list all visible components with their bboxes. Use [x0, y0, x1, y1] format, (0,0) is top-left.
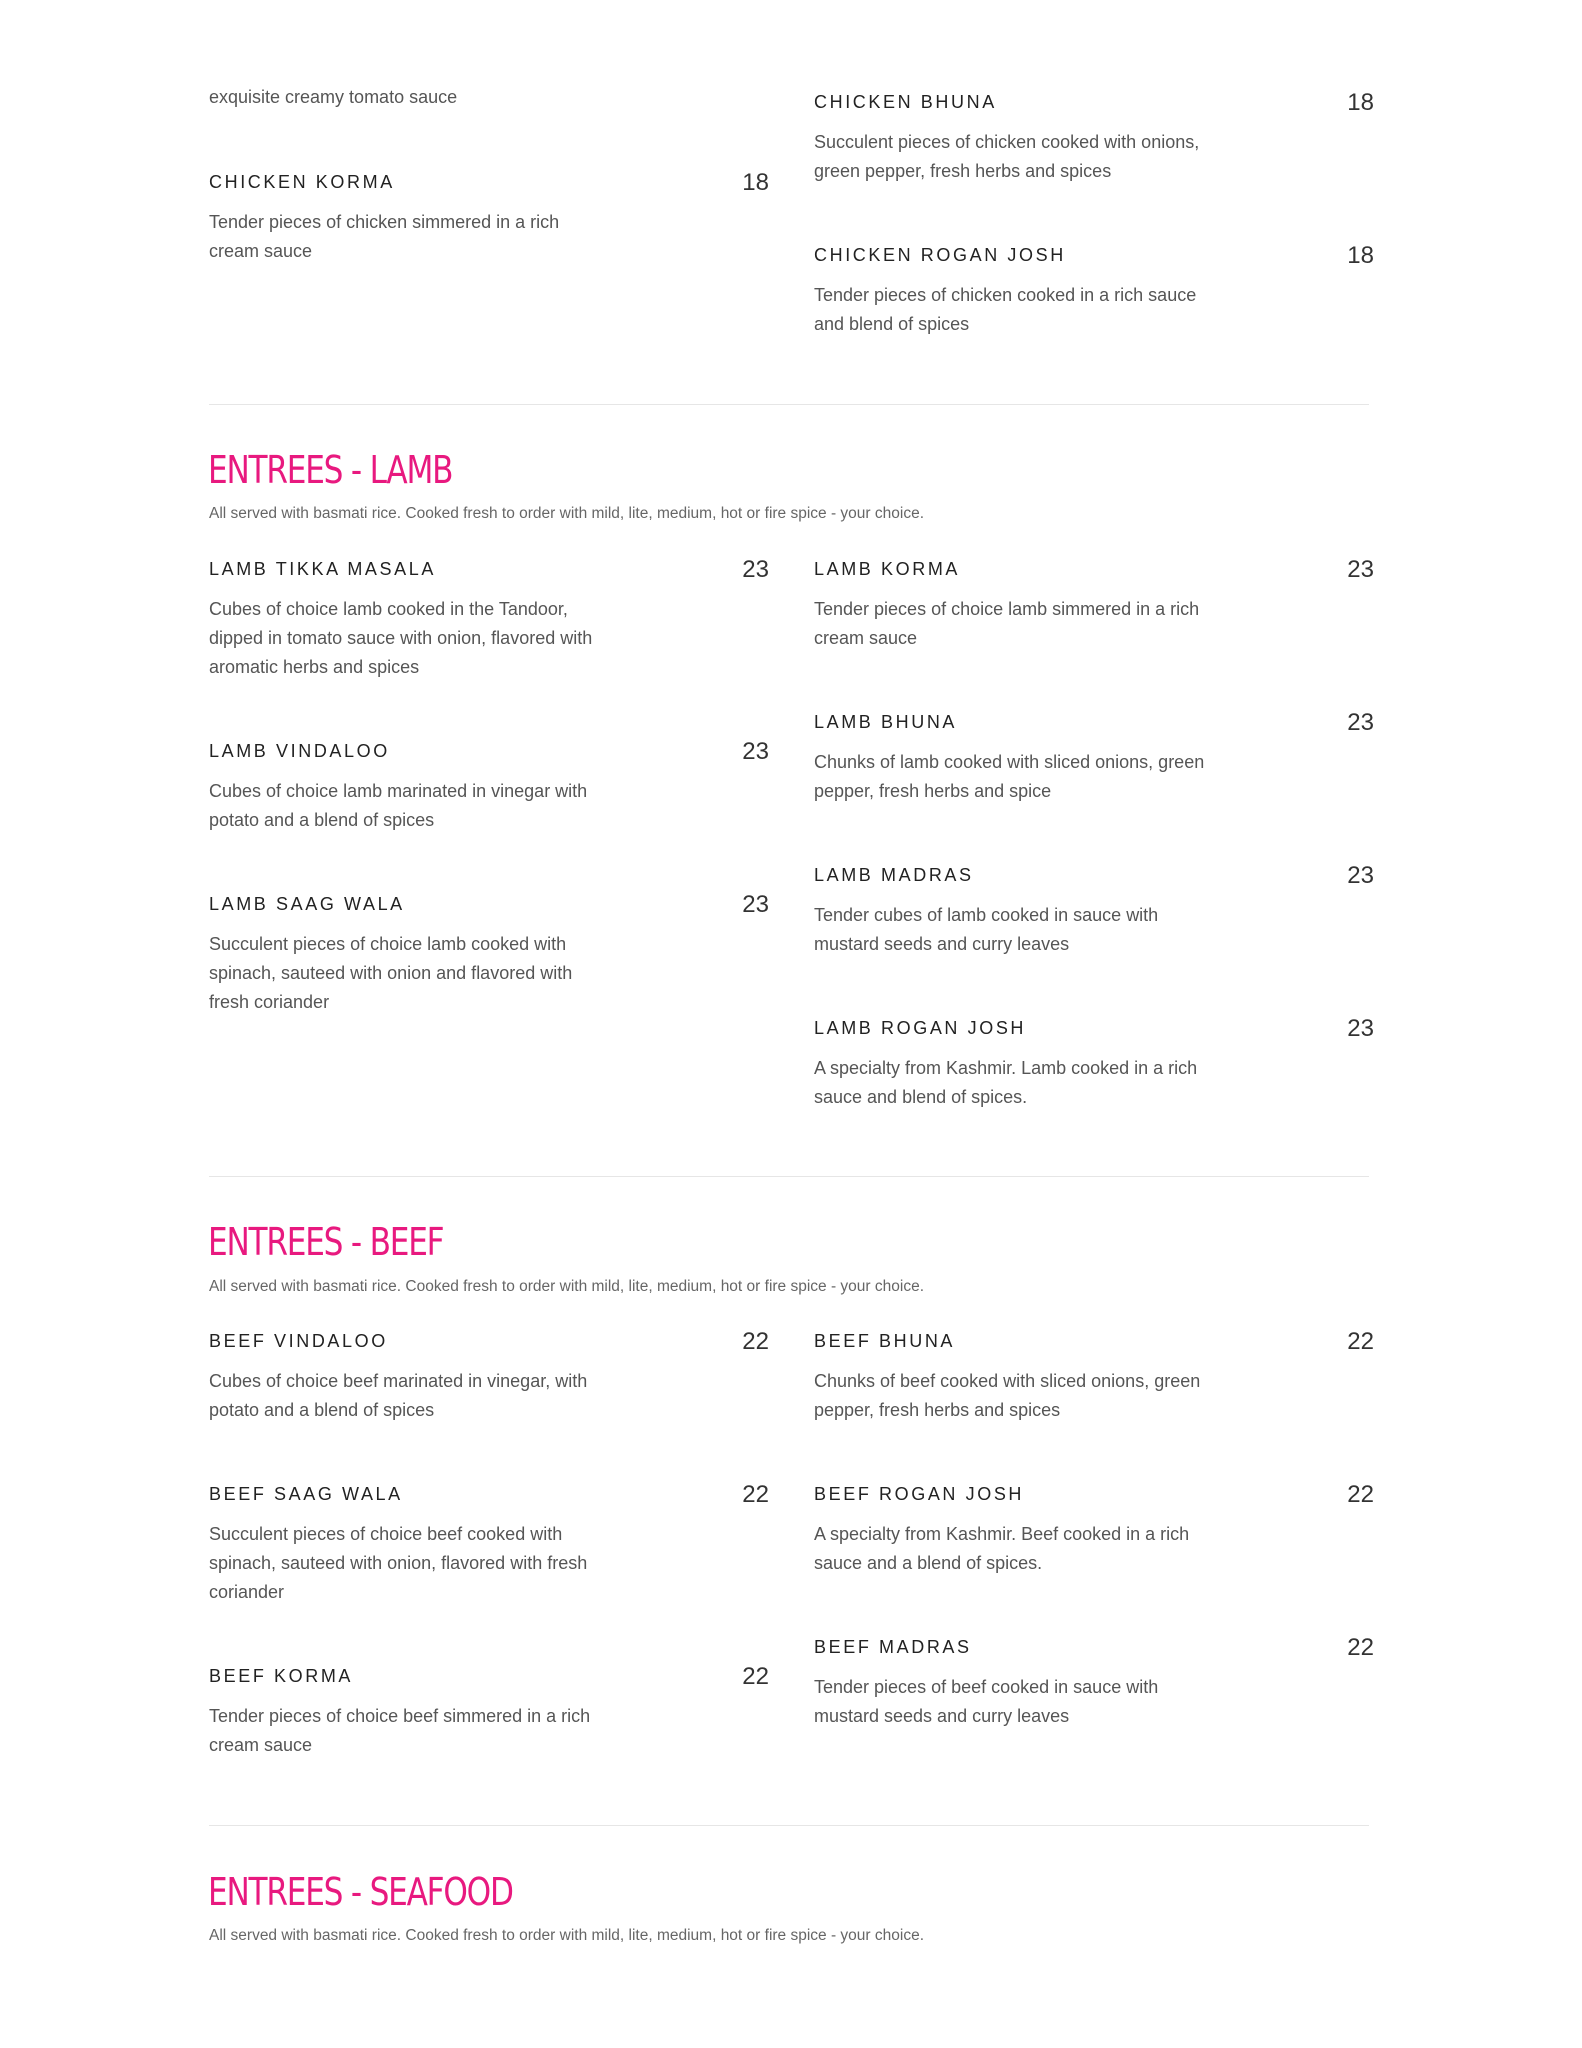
- menu-item: [814, 1634, 1374, 1727]
- menu-item-name: LAMB KORMA: [814, 559, 961, 579]
- menu-item-price: 18: [1347, 89, 1374, 116]
- menu-item-price: 23: [1347, 1015, 1374, 1042]
- section-title-lamb: ENTREES - LAMB: [208, 448, 453, 492]
- menu-item-name: LAMB VINDALOO: [209, 741, 390, 761]
- menu-item-description: Tender pieces of chicken simmered in a rich cream sauce: [209, 212, 560, 261]
- menu-item: [209, 169, 769, 262]
- menu-item-name: LAMB SAAG WALA: [209, 894, 405, 914]
- menu-item-name: CHICKEN KORMA: [209, 172, 395, 192]
- menu-item-description: Cubes of choice lamb cooked in the Tandoor, dipped in tomato sauce with onion, flavored with aromatic herbs and spices: [209, 599, 593, 677]
- menu-item-name: BEEF MADRAS: [814, 1637, 972, 1657]
- menu-item-name: BEEF SAAG WALA: [209, 1484, 403, 1504]
- menu-item-description: Cubes of choice beef marinated in vinegar, with potato and a blend of spices: [209, 1371, 588, 1420]
- section-divider: [209, 1825, 1369, 1826]
- menu-item-price: 23: [1347, 556, 1374, 583]
- menu-item-name: CHICKEN ROGAN JOSH: [814, 245, 1066, 265]
- menu-item-description: Tender pieces of choice lamb simmered in a rich cream sauce: [814, 599, 1200, 648]
- menu-item-description: A specialty from Kashmir. Lamb cooked in a rich sauce and blend of spices.: [814, 1058, 1198, 1107]
- menu-item-description: Tender pieces of beef cooked in sauce with mustard seeds and curry leaves: [814, 1677, 1159, 1726]
- menu-item: [209, 1328, 769, 1421]
- section-divider: [209, 404, 1369, 405]
- menu-item-price: 22: [742, 1481, 769, 1508]
- menu-item-name: LAMB TIKKA MASALA: [209, 559, 436, 579]
- menu-item-name: BEEF KORMA: [209, 1666, 354, 1686]
- menu-item-description: Tender cubes of lamb cooked in sauce with mustard seeds and curry leaves: [814, 905, 1159, 954]
- section-title-beef: ENTREES - BEEF: [208, 1220, 444, 1264]
- menu-item-description: Succulent pieces of choice beef cooked with spinach, sauteed with onion, flavored with fresh coriander: [209, 1524, 588, 1602]
- menu-item: [814, 1015, 1374, 1108]
- menu-item-name: LAMB BHUNA: [814, 712, 958, 732]
- menu-item-description: Chunks of beef cooked with sliced onions, green pepper, fresh herbs and spices: [814, 1371, 1201, 1420]
- menu-item: [209, 1663, 769, 1756]
- section-title-seafood: ENTREES - SEAFOOD: [208, 1870, 513, 1914]
- menu-item-price: 23: [742, 556, 769, 583]
- menu-item: [814, 1481, 1374, 1574]
- menu-item-description: Succulent pieces of chicken cooked with onions, green pepper, fresh herbs and spices: [814, 132, 1200, 181]
- menu-item-price: 23: [1347, 709, 1374, 736]
- menu-item-price: 23: [742, 738, 769, 765]
- section-note-beef: All served with basmati rice. Cooked fresh to order with mild, lite, medium, hot or fire spice - your choice.: [209, 1278, 924, 1295]
- section-note-seafood: All served with basmati rice. Cooked fresh to order with mild, lite, medium, hot or fire spice - your choice.: [209, 1927, 924, 1944]
- menu-item-name: LAMB ROGAN JOSH: [814, 1018, 1027, 1038]
- section-note-lamb: All served with basmati rice. Cooked fresh to order with mild, lite, medium, hot or fire spice - your choice.: [209, 505, 924, 522]
- menu-item-name: BEEF BHUNA: [814, 1331, 956, 1351]
- menu-item-price: 22: [1347, 1634, 1374, 1661]
- menu-item-description: A specialty from Kashmir. Beef cooked in a rich sauce and a blend of spices.: [814, 1524, 1190, 1573]
- menu-item: [209, 1481, 769, 1604]
- menu-item: [814, 1328, 1374, 1421]
- menu-item: [814, 242, 1374, 335]
- menu-item-description: Succulent pieces of choice lamb cooked with spinach, sauteed with onion and flavored with fresh coriander: [209, 934, 573, 1012]
- menu-item-name: BEEF VINDALOO: [209, 1331, 388, 1351]
- menu-item: [814, 89, 1374, 182]
- menu-item: [209, 556, 769, 679]
- menu-item-price: 22: [1347, 1328, 1374, 1355]
- menu-item-price: 22: [742, 1663, 769, 1690]
- menu-item-name: LAMB MADRAS: [814, 865, 974, 885]
- menu-item-price: 23: [742, 891, 769, 918]
- menu-item-price: 18: [742, 169, 769, 196]
- menu-item-description: Chunks of lamb cooked with sliced onions, green pepper, fresh herbs and spice: [814, 752, 1205, 801]
- section-divider: [209, 1176, 1369, 1177]
- menu-item-description: Cubes of choice lamb marinated in vinegar with potato and a blend of spices: [209, 781, 588, 830]
- menu-item-price: 22: [742, 1328, 769, 1355]
- menu-item: [209, 738, 769, 831]
- menu-item-price: 18: [1347, 242, 1374, 269]
- menu-item-name: BEEF ROGAN JOSH: [814, 1484, 1025, 1504]
- menu-item: [814, 556, 1374, 649]
- menu-item: [814, 862, 1374, 955]
- menu-item-price: 22: [1347, 1481, 1374, 1508]
- menu-item: [209, 891, 769, 1014]
- menu-item-name: CHICKEN BHUNA: [814, 92, 997, 112]
- menu-item-description: Tender pieces of choice beef simmered in a rich cream sauce: [209, 1706, 591, 1755]
- menu-item: [814, 709, 1374, 802]
- chicken-prev-item-desc-fragment: exquisite creamy tomato sauce: [209, 87, 458, 107]
- menu-item-description: Tender pieces of chicken cooked in a rich sauce and blend of spices: [814, 285, 1197, 334]
- menu-item-price: 23: [1347, 862, 1374, 889]
